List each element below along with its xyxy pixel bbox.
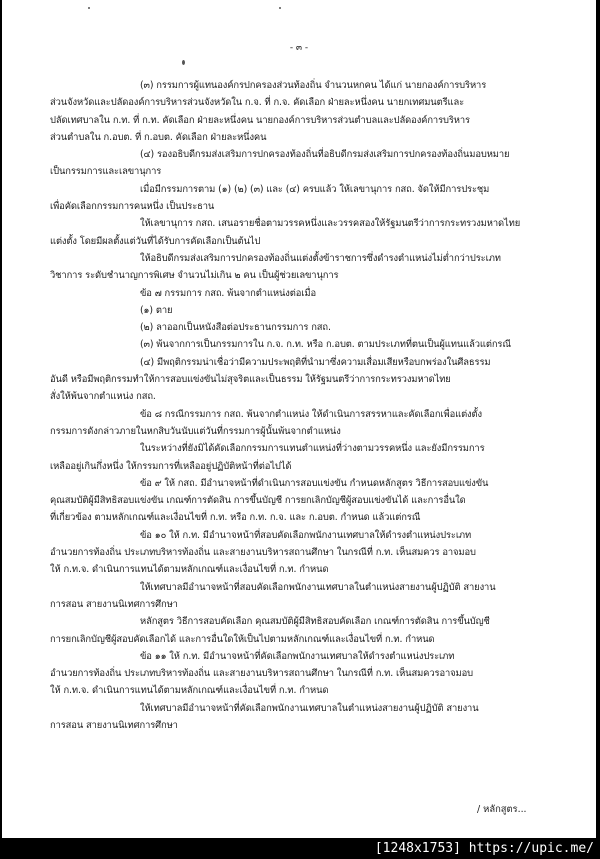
document-line: กรรมการดังกล่าวภายในหกสิบวันนับแต่วันที่กรรมการผู้นั้นพ้นจากตำแหน่ง: [50, 425, 341, 437]
continuation-marker: / หลักสูตร...: [477, 804, 527, 815]
document-page: [2, 0, 596, 838]
document-line: ข้อ ๙ ให้ กสถ. มีอำนาจหน้าที่ดำเนินการสอบแข่งขัน กำหนดหลักสูตร วิธีการสอบแข่งขัน: [140, 477, 489, 489]
document-line: ปลัดเทศบาลใน ก.ท. ที่ ก.ท. คัดเลือก ฝ่ายละหนึ่งคน นายกองค์การบริหารส่วนตำบลและปลัดองค์การบริหาร: [50, 114, 470, 126]
document-line: เพื่อคัดเลือกกรรมการคนหนึ่ง เป็นประธาน: [50, 201, 215, 213]
document-line: ให้เลขานุการ กสถ. เสนอรายชื่อตามวรรคหนึ่งและวรรคสองให้รัฐมนตรีว่าการกระทรวงมหาดไทย: [140, 218, 521, 230]
document-line: ให้อธิบดีกรมส่งเสริมการปกครองท้องถิ่นแต่งตั้งข้าราชการซึ่งดำรงตำแหน่งไม่ต่ำกว่าประเภท: [140, 252, 501, 264]
document-line: ข้อ ๑๐ ให้ ก.ท. มีอำนาจหน้าที่สอบคัดเลือกพนักงานเทศบาลให้ดำรงตำแหน่งประเภท: [140, 529, 472, 541]
page-number: - ๓ -: [289, 43, 309, 53]
document-line: ข้อ ๘ กรณีกรรมการ กสถ. พ้นจากตำแหน่ง ให้ดำเนินการสรรหาและคัดเลือกเพื่อแต่งตั้ง: [140, 408, 482, 420]
document-line: ให้เทศบาลมีอำนาจหน้าที่คัดเลือกพนักงานเทศบาลในตำแหน่งสายงานผู้ปฏิบัติ สายงาน: [140, 702, 479, 714]
document-line: แต่งตั้ง โดยมีผลตั้งแต่วันที่ได้รับการคัดเลือกเป็นต้นไป: [50, 235, 261, 247]
document-line: การสอน สายงานนิเทศการศึกษา: [50, 598, 178, 610]
document-body: [50, 77, 558, 734]
document-line: ส่วนตำบลใน ก.อบต. ที่ ก.อบต. คัดเลือก ฝ่ายละหนึ่งคน: [50, 131, 267, 143]
scan-speck: [182, 60, 185, 65]
document-line: ให้ ก.ท.จ. ดำเนินการแทนได้ตามหลักเกณฑ์และเงื่อนไขที่ ก.ท. กำหนด: [50, 685, 329, 697]
document-line: อำนวยการท้องถิ่น ประเภทบริหารท้องถิ่น และสายงานบริหารสถานศึกษา ในกรณีที่ ก.ท. เห็นสมควรอาจมอบ: [50, 668, 474, 680]
document-line: ส่วนจังหวัดและปลัดองค์การบริหารส่วนจังหวัดใน ก.จ. ที่ ก.จ. คัดเลือก ฝ่ายละหนึ่งคน นายกเทศมนตรีและ: [50, 97, 465, 109]
document-line: เป็นกรรมการและเลขานุการ: [50, 166, 162, 178]
document-line: (๓) กรรมการผู้แทนองค์กรปกครองส่วนท้องถิ่น จำนวนหกคน ได้แก่ นายกองค์การบริหาร: [140, 80, 487, 91]
document-line: การยกเลิกบัญชีผู้สอบคัดเลือกได้ และการอื่นใดให้เป็นไปตามหลักเกณฑ์และเงื่อนไขที่ ก.ท. กำหนด: [50, 633, 435, 645]
document-line: อันดี หรือมีพฤติกรรมทำให้การสอบแข่งขันไม่สุจริตและเป็นธรรม ให้รัฐมนตรีว่าการกระทรวงมหาดไทย: [50, 374, 451, 386]
document-line: เหลืออยู่เกินกึ่งหนึ่ง ให้กรรมการที่เหลืออยู่ปฏิบัติหน้าที่ต่อไปได้: [50, 460, 292, 472]
document-line: (๓) พ้นจากการเป็นกรรมการใน ก.จ. ก.ท. หรือ ก.อบต. ตามประเภทที่ตนเป็นผู้แทนแล้วแต่กรณี: [140, 339, 511, 351]
document-line: (๔) มีพฤติกรรมน่าเชื่อว่ามีความประพฤติที่นำมาซึ่งความเสื่อมเสียหรือบกพร่องในศีลธรรม: [140, 356, 491, 368]
document-line: ข้อ ๗ กรรมการ กสถ. พ้นจากตำแหน่งต่อเมื่อ: [140, 287, 316, 299]
scan-speck: [279, 7, 281, 9]
document-line: (๔) รองอธิบดีกรมส่งเสริมการปกครองท้องถิ่นที่อธิบดีกรมส่งเสริมการปกครองท้องถิ่นมอบหมาย: [140, 149, 510, 161]
document-line: ข้อ ๑๑ ให้ ก.ท. มีอำนาจหน้าที่คัดเลือกพนักงานเทศบาลให้ดำรงตำแหน่งประเภท: [140, 650, 455, 662]
document-line: (๒) ลาออกเป็นหนังสือต่อประธานกรรมการ กสถ.: [140, 322, 331, 334]
watermark-bar: [0, 838, 600, 859]
document-line: ที่เกี่ยวข้อง ตามหลักเกณฑ์และเงื่อนไขที่ ก.ท. หรือ ก.ท. ก.จ. และ ก.อบต. กำหนด แล้วแต่กรณี: [50, 512, 421, 524]
document-line: ในระหว่างที่ยังมิได้คัดเลือกกรรมการแทนตำแหน่งที่ว่างตามวรรคหนึ่ง และยังมีกรรมการ: [140, 443, 485, 455]
scan-speck: [88, 7, 90, 9]
document-line: สั่งให้พ้นจากตำแหน่ง กสถ.: [50, 391, 156, 403]
document-line: หลักสูตร วิธีการสอบคัดเลือก คุณสมบัติผู้มีสิทธิสอบคัดเลือก เกณฑ์การตัดสิน การขึ้นบัญชี: [140, 616, 490, 628]
document-line: วิชาการ ระดับชำนาญการพิเศษ จำนวนไม่เกิน ๒ คน เป็นผู้ช่วยเลขานุการ: [50, 270, 339, 282]
document-line: ให้ ก.ท.จ. ดำเนินการแทนได้ตามหลักเกณฑ์และเงื่อนไขที่ ก.ท. กำหนด: [50, 564, 329, 576]
watermark-text: [1248x1753] https://upic.me/: [374, 841, 594, 856]
document-line: อำนวยการท้องถิ่น ประเภทบริหารท้องถิ่น และสายงานบริหารสถานศึกษา ในกรณีที่ ก.ท. เห็นสมควร อาจมอบ: [50, 547, 476, 559]
document-line: ให้เทศบาลมีอำนาจหน้าที่สอบคัดเลือกพนักงานเทศบาลในตำแหน่งสายงานผู้ปฏิบัติ สายงาน: [140, 581, 496, 593]
document-line: (๑) ตาย: [140, 304, 173, 316]
document-line: คุณสมบัติผู้มีสิทธิสอบแข่งขัน เกณฑ์การตัดสิน การขึ้นบัญชี การยกเลิกบัญชีผู้สอบแข่งขันได้ และการอื่นใด: [50, 495, 466, 507]
document-line: เมื่อมีกรรมการตาม (๑) (๒) (๓) และ (๔) ครบแล้ว ให้เลขานุการ กสถ. จัดให้มีการประชุม: [140, 183, 490, 195]
document-line: การสอน สายงานนิเทศการศึกษา: [50, 719, 178, 731]
